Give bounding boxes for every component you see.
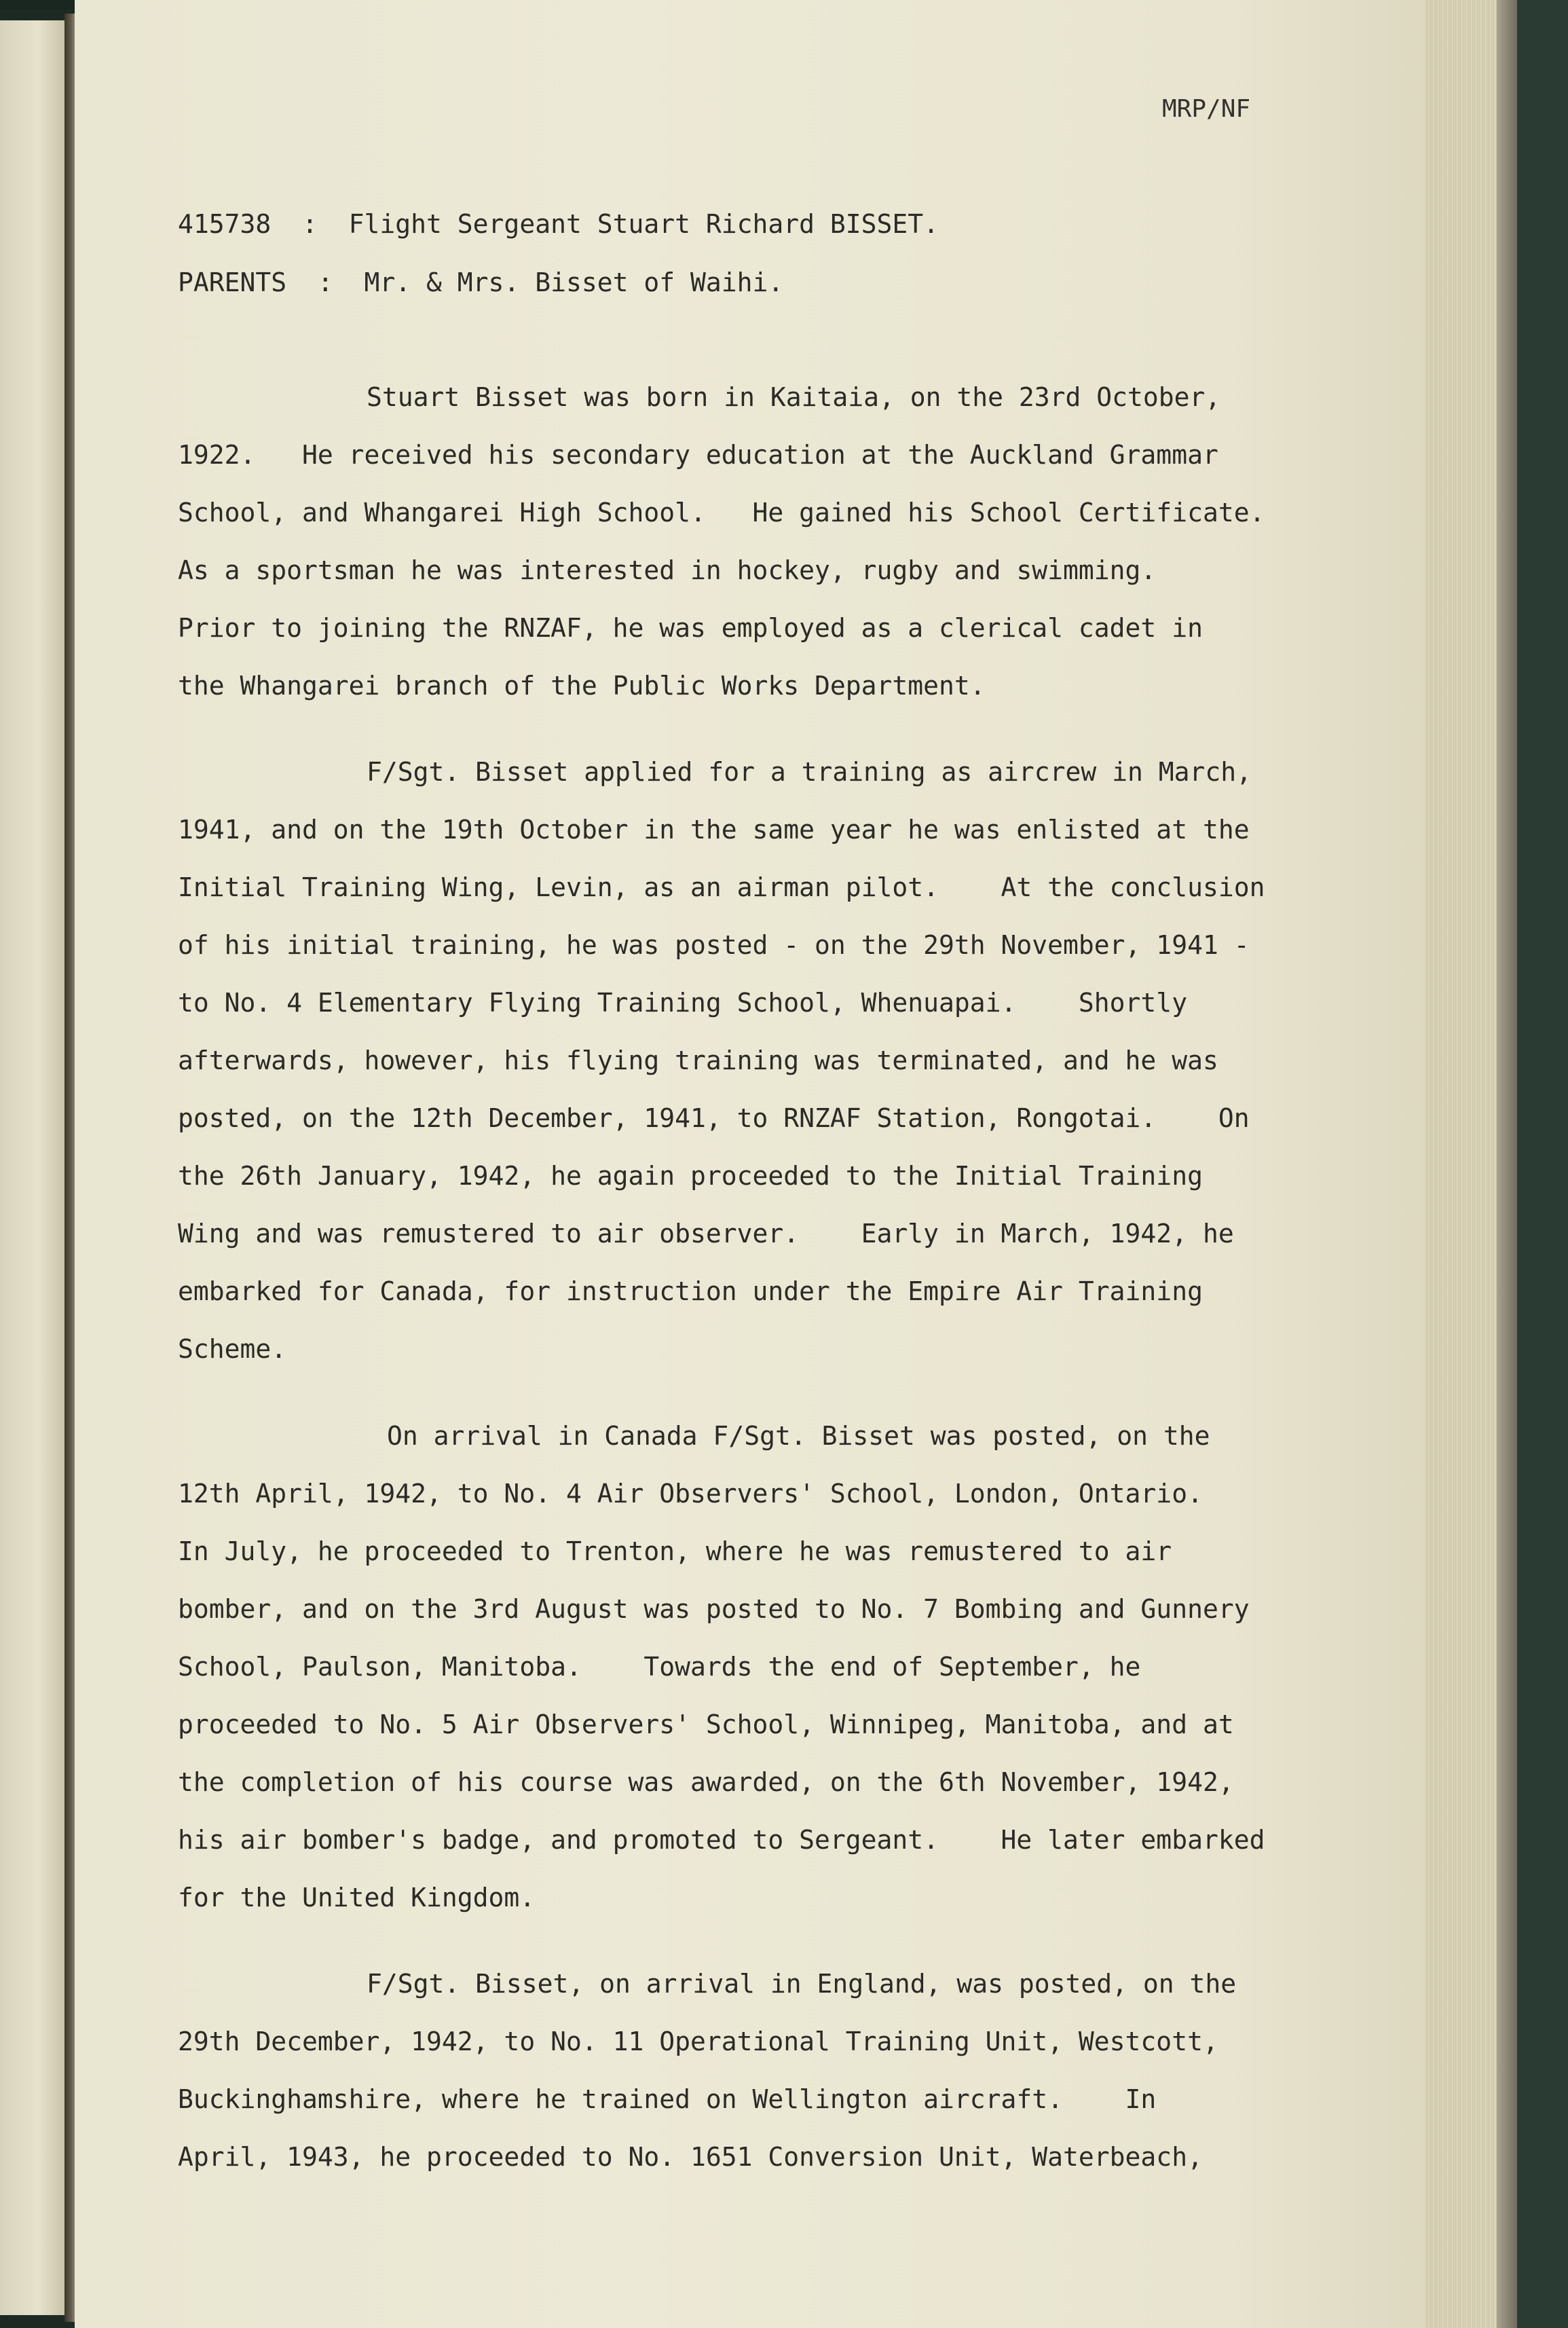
paragraph-line: 1941, and on the 19th October in the same year he was enlisted at the: [178, 815, 1250, 845]
paragraph-line: Buckinghamshire, where he trained on Wellington aircraft. In: [178, 2084, 1157, 2114]
paragraph-line: Initial Training Wing, Levin, as an airman pilot. At the conclusion: [178, 872, 1265, 902]
paragraph-line: Stuart Bisset was born in Kaitaia, on the 23rd October,: [367, 382, 1221, 412]
page-edges-shadow: [1497, 0, 1517, 2328]
paragraph-line: 29th December, 1942, to No. 11 Operational Training Unit, Westcott,: [178, 2027, 1218, 2056]
paragraph-line: 12th April, 1942, to No. 4 Air Observers' School, London, Ontario.: [178, 1479, 1203, 1509]
paragraph-line: the completion of his course was awarded, on the 6th November, 1942,: [178, 1767, 1234, 1797]
paragraph-line: F/Sgt. Bisset, on arrival in England, was posted, on the: [367, 1969, 1237, 1999]
paragraph-line: School, Paulson, Manitoba. Towards the end of September, he: [178, 1652, 1141, 1682]
reference-code: MRP/NF: [1162, 95, 1251, 123]
paragraph-line: F/Sgt. Bisset applied for a training as aircrew in March,: [367, 757, 1252, 787]
paragraph-line: posted, on the 12th December, 1941, to RNZAF Station, Rongotai. On: [178, 1103, 1250, 1133]
paragraph-line: for the United Kingdom.: [178, 1883, 536, 1913]
book-cover-right: [1517, 0, 1568, 2328]
paragraph-line: to No. 4 Elementary Flying Training School, Whenuapai. Shortly: [178, 988, 1188, 1018]
paragraph-line: the Whangarei branch of the Public Works Department.: [178, 671, 986, 701]
paragraph-line: Scheme.: [178, 1334, 287, 1364]
service-number-line: 415738 : Flight Sergeant Stuart Richard BISSET.: [178, 209, 939, 239]
parents-line: PARENTS : Mr. & Mrs. Bisset of Waihi.: [178, 267, 784, 297]
paragraph-line: the 26th January, 1942, he again proceeded to the Initial Training: [178, 1161, 1203, 1191]
paragraph-line: of his initial training, he was posted - on the 29th November, 1941 -: [178, 930, 1250, 960]
paragraph-line: April, 1943, he proceeded to No. 1651 Conversion Unit, Waterbeach,: [178, 2142, 1203, 2172]
paragraph-line: As a sportsman he was interested in hockey, rugby and swimming.: [178, 555, 1157, 585]
paragraph-line: In July, he proceeded to Trenton, where he was remustered to air: [178, 1536, 1172, 1566]
paragraph-line: embarked for Canada, for instruction under the Empire Air Training: [178, 1276, 1203, 1306]
paragraph-line: School, and Whangarei High School. He gained his School Certificate.: [178, 498, 1265, 528]
paragraph-line: his air bomber's badge, and promoted to Sergeant. He later embarked: [178, 1825, 1265, 1855]
paragraph-line: bomber, and on the 3rd August was posted to No. 7 Bombing and Gunnery: [178, 1594, 1250, 1624]
paragraph-line: afterwards, however, his flying training was terminated, and he was: [178, 1046, 1218, 1075]
paragraph-line: Prior to joining the RNZAF, he was employed as a clerical cadet in: [178, 613, 1203, 643]
paragraph-line: On arrival in Canada F/Sgt. Bisset was posted, on the: [387, 1421, 1210, 1451]
paragraph-line: proceeded to No. 5 Air Observers' School, Winnipeg, Manitoba, and at: [178, 1710, 1234, 1739]
page-edges: [1425, 0, 1500, 2328]
facing-page: [0, 20, 64, 2315]
paragraph-line: 1922. He received his secondary education at the Auckland Grammar: [178, 440, 1218, 470]
paragraph-line: Wing and was remustered to air observer. Early in March, 1942, he: [178, 1219, 1234, 1249]
